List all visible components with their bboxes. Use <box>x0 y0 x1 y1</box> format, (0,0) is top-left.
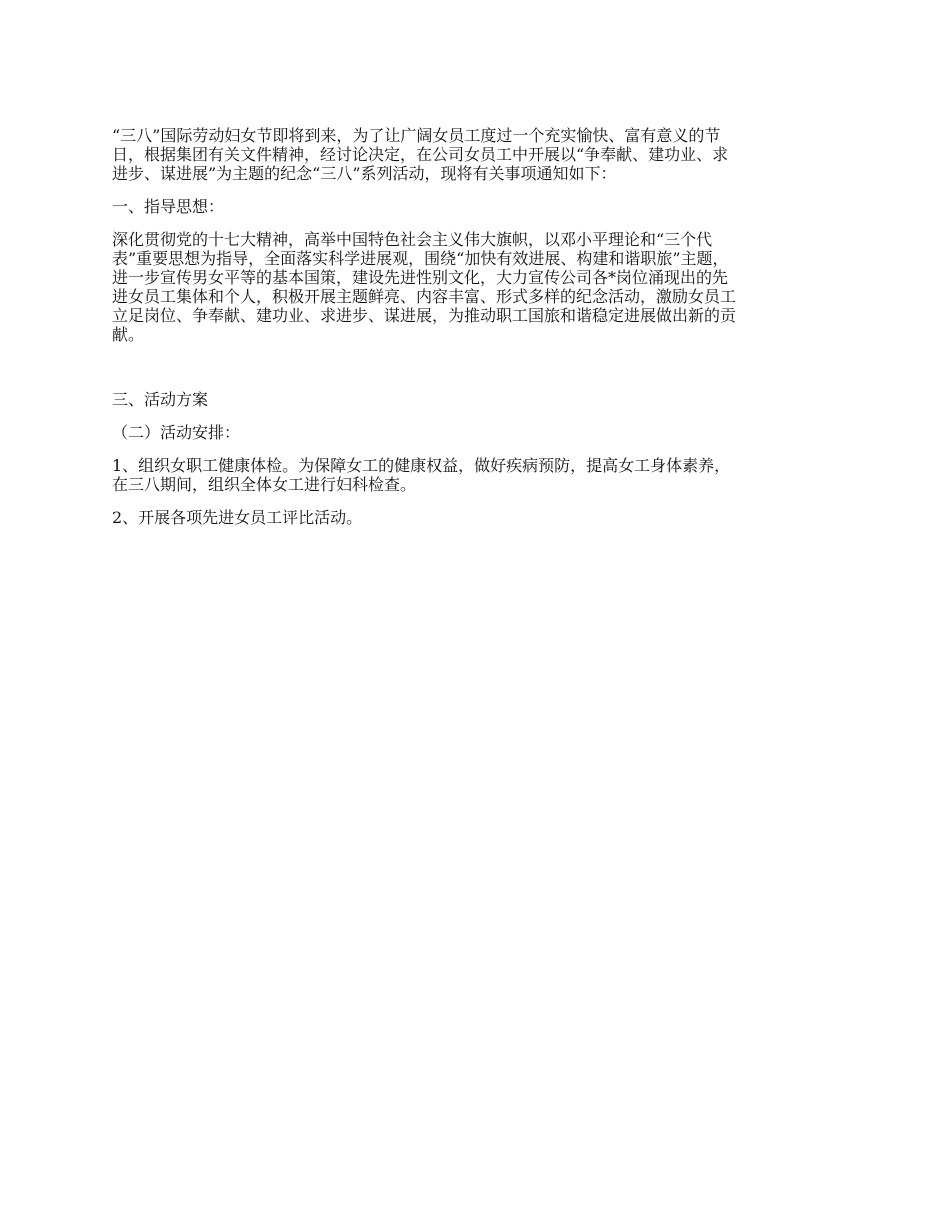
document-page <box>112 126 844 527</box>
intro-paragraph: “三八”国际劳动妇女节即将到来，为了让广阔女员工度过一个充实愉快、富有意义的节 日，根据集团有关文件精神，经讨论决定，在公司女员工中开展以“争奉献、建功业、求 进步、谋进展”为主题的纪念“三八”系列活动，现将有关事项通知如下： <box>112 126 729 183</box>
heading-guiding-thought: 一、指导思想： <box>112 197 225 216</box>
list-item: 2、开展各项先进女员工评比活动。 <box>112 508 363 527</box>
guiding-thought-paragraph: 深化贯彻党的十七大精神，高举中国特色社会主义伟大旗帜，以邓小平理论和“三个代 表”重要思想为指导，全面落实科学进展观，围绕“加快有效进展、构建和谐职旅”主题， 进一步宣传男女平等的基本国策，建设先进性别文化，大力宣传公司各*岗位涌现出的先 进女员工集体和个人，积极开展主题鲜亮、内容丰富、形式多样的纪念活动，激励女员工 立足岗位、争奉献、建功业、求进步、谋进展，为推动职工国旅和谐稳定进展做出新的贡 献。 <box>112 230 737 344</box>
list-item: 1、组织女职工健康体检。为保障女工的健康权益，做好疾病预防，提高女工身体素养， 在三八期间，组织全体女工进行妇科检查。 <box>112 456 731 494</box>
subheading-activity-arrangement: （二）活动安排： <box>112 423 241 442</box>
heading-activity-plan: 三、活动方案 <box>112 390 209 409</box>
